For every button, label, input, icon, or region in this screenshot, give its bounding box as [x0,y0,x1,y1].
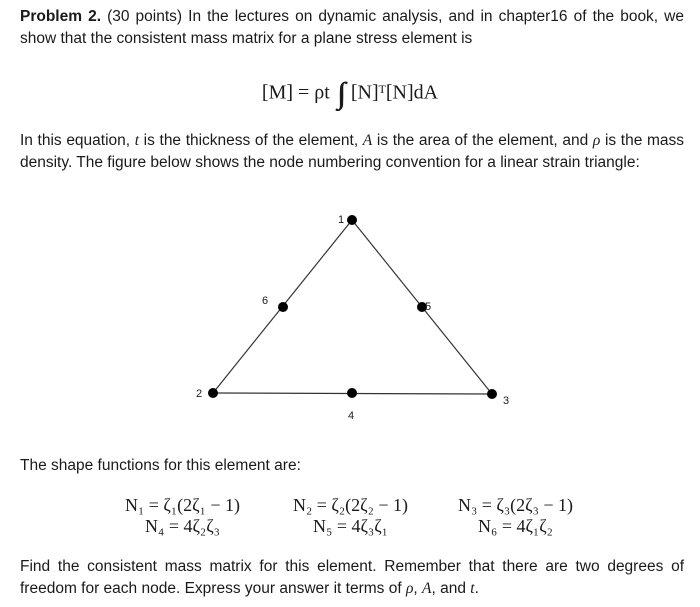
node-label-2: 2 [196,388,203,400]
equation-lhs: [M] = ρt [261,81,330,104]
var-t: t [134,132,140,149]
node-6 [278,302,288,312]
shape-function-column-3 [433,495,598,537]
node-label-3: 3 [503,395,510,407]
problem-intro: (30 points) In the lectures on dynamic analysis, and in chapter16 of the book, we show that the consistent mass matrix for a plane stress element is [20,8,684,47]
closing-text-4: . [474,580,479,597]
shape-function-column-1 [100,495,265,537]
node-4 [347,388,357,398]
shape-functions-intro: The shape functions for this element are: [20,457,301,474]
closing-text-3: , and [431,580,471,597]
closing-var-t: t [470,580,475,597]
node-label-1: 1 [338,214,345,226]
definitions-text-4: is the mass density. The figure below shows the node numbering convention for a linear strain triangle: [20,132,684,171]
triangle-nodes [208,215,497,399]
shape-function-n2: N₂ = ζ₂(2ζ₂ − 1) [292,495,409,515]
closing-text-2: , [413,580,423,597]
closing-paragraph [20,556,684,600]
closing-var-A: A [422,580,432,597]
problem-statement [20,6,684,50]
closing-var-rho: ρ [405,580,414,597]
node-label-5: 5 [425,301,432,313]
definitions-text-1: In this equation, [20,132,135,149]
var-A: A [362,132,373,149]
shape-function-n4: N₄ = 4ζ₂ζ₃ [145,516,220,536]
definitions-text-2: is the thickness of the element, [139,132,363,149]
mass-matrix-equation [0,76,700,116]
shape-function-column-2 [268,495,433,537]
shape-function-n1: N₁ = ζ₁(2ζ₁ − 1) [124,495,241,515]
closing-text-1: Find the consistent mass matrix for this element. Remember that there are two degrees of freedom for each node. Express your answer it terms of [20,558,684,597]
equation-rhs: [N]ᵀ[N]dA [350,81,439,104]
node-3 [487,389,497,399]
shape-function-n3: N₃ = ζ₃(2ζ₃ − 1) [457,495,574,515]
var-rho: ρ [592,132,601,149]
node-2 [208,388,218,398]
definitions-text-3: is the area of the element, and [372,132,593,149]
shape-function-n5: N₅ = 4ζ₃ζ₁ [313,516,388,536]
problem-heading: Problem 2. [20,8,102,25]
definitions-paragraph [20,130,684,174]
triangle-figure [0,200,700,440]
shape-function-n6: N₆ = 4ζ₁ζ₂ [478,516,553,536]
node-1 [347,215,357,225]
node-label-6: 6 [262,295,269,307]
node-label-4: 4 [348,410,355,422]
triangle-edges [213,220,492,394]
